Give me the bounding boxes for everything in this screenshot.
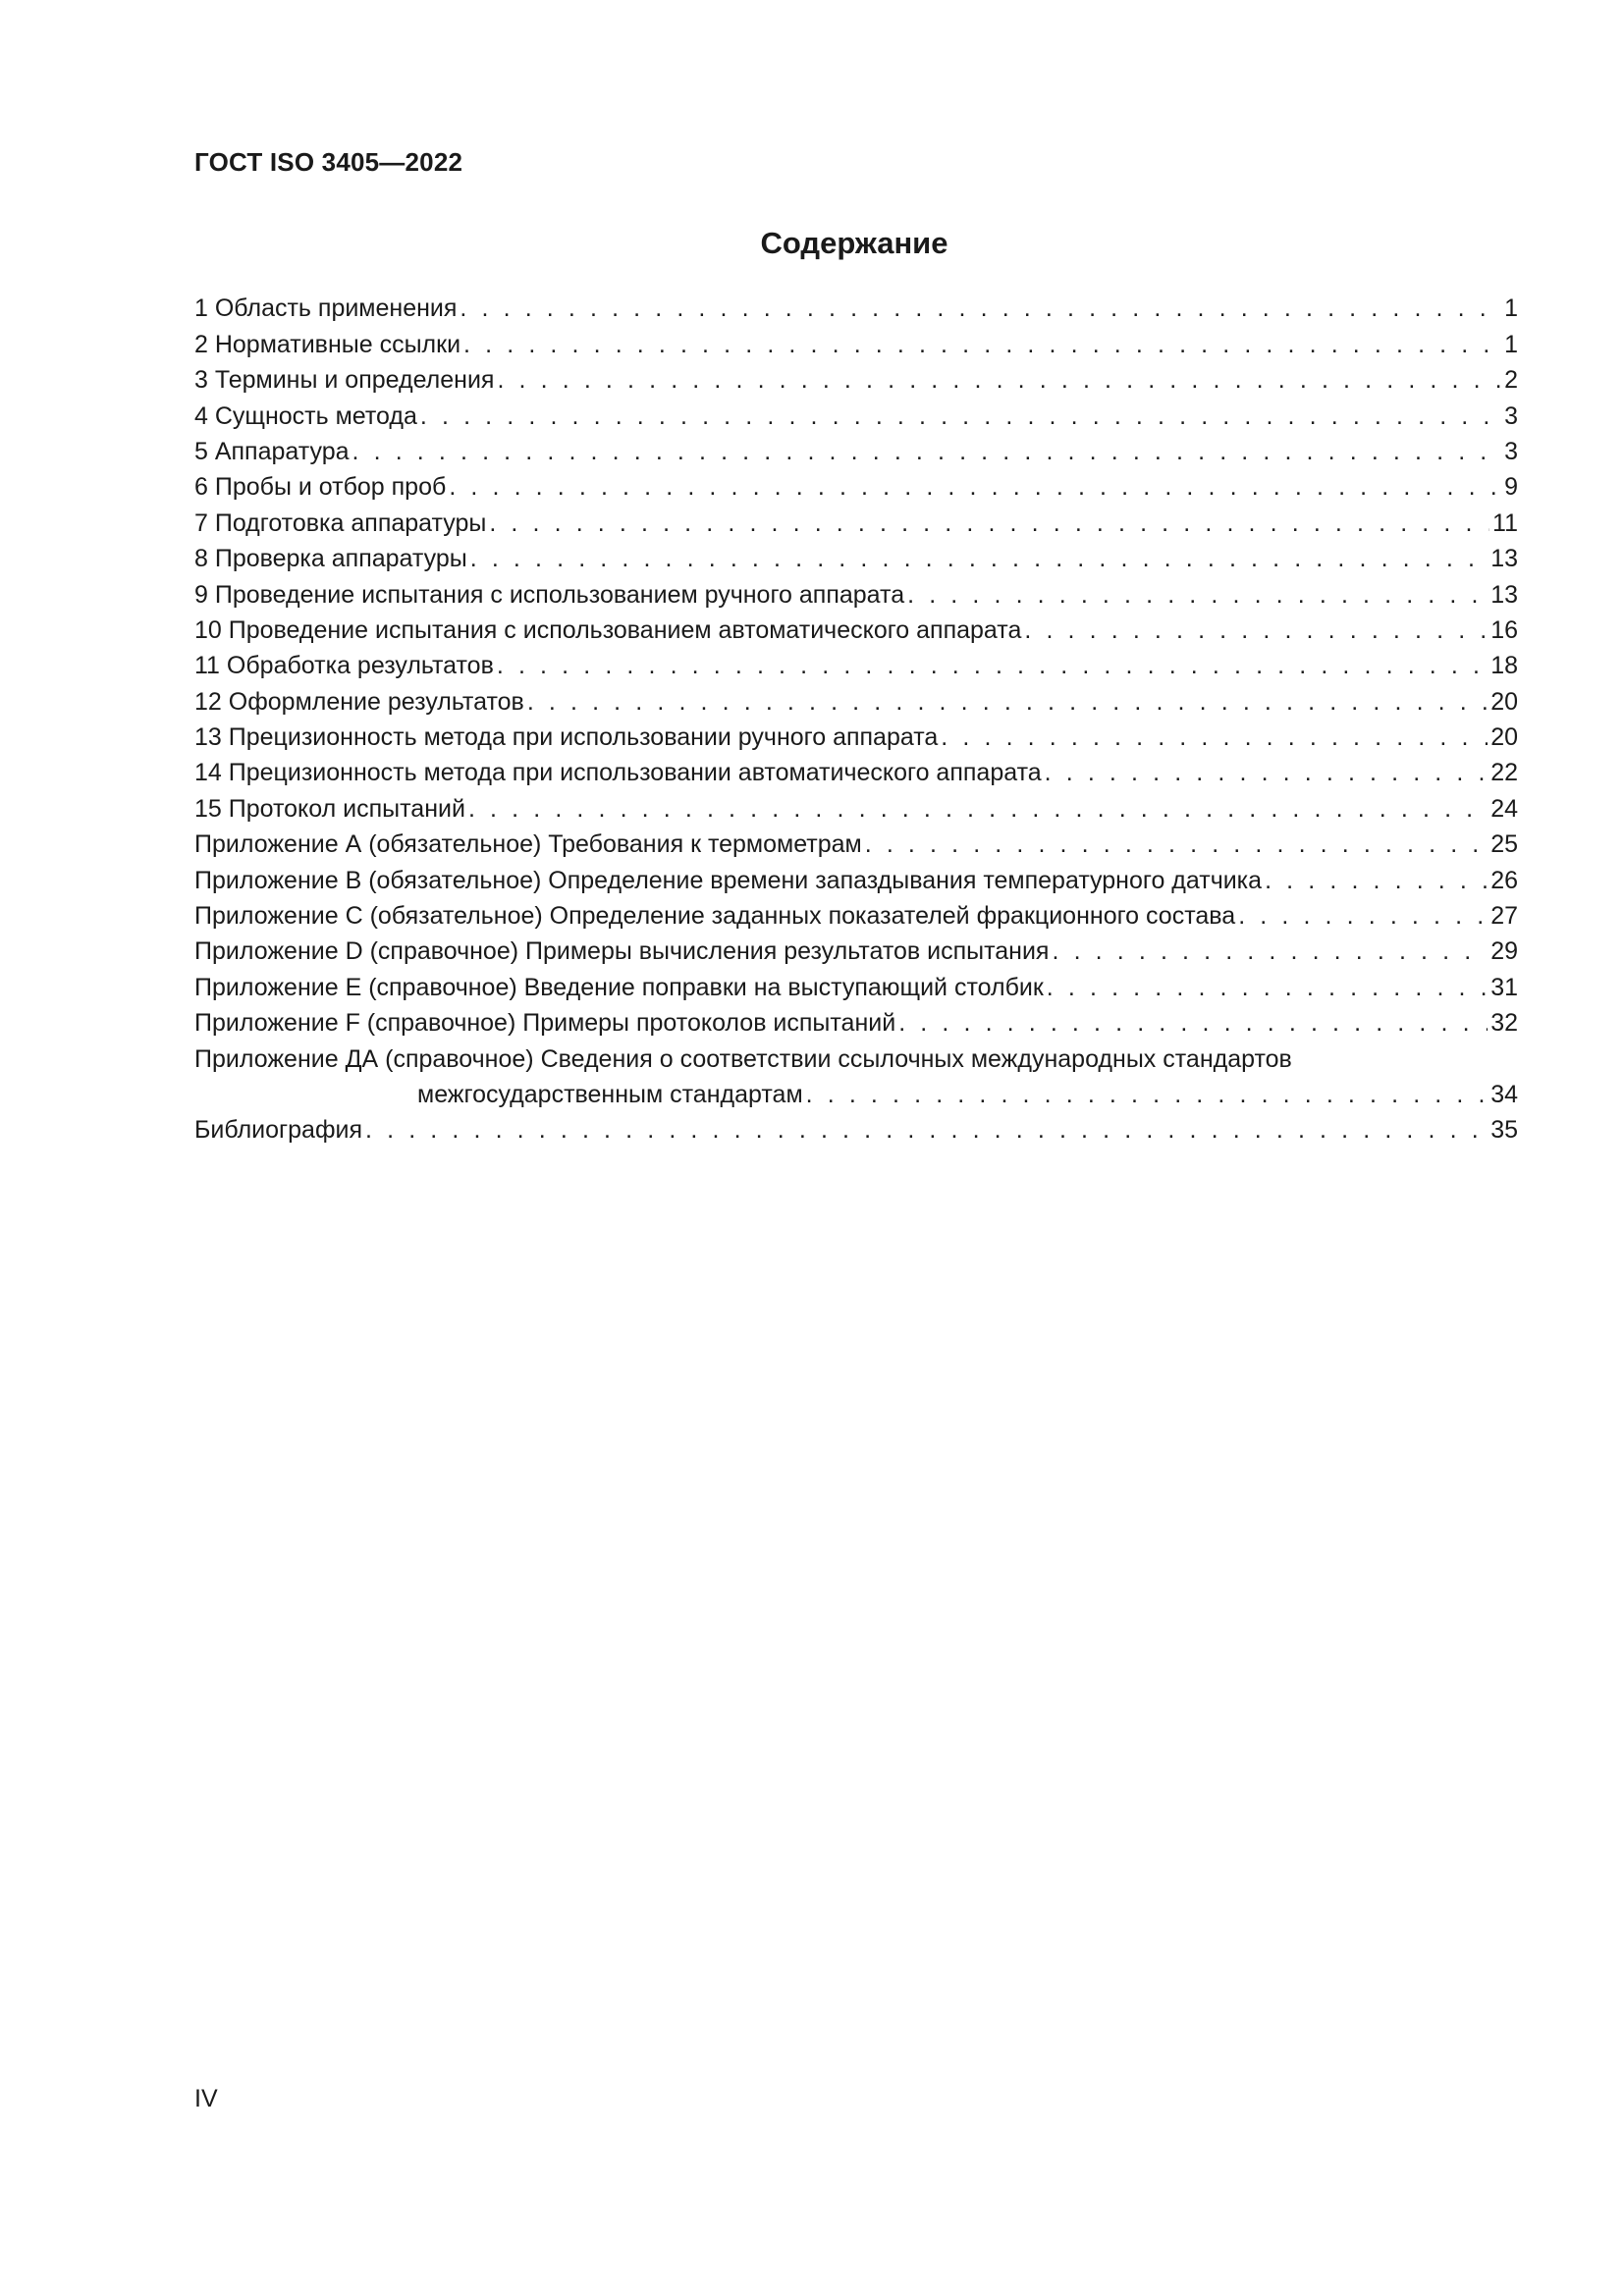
toc-entry — [194, 1112, 1518, 1148]
toc-entry-label: Библиография — [194, 1116, 363, 1145]
toc-dot-leader — [449, 469, 1501, 505]
toc-dot-leader — [907, 577, 1488, 613]
toc-entry — [194, 755, 1518, 790]
toc-dot-leader — [941, 720, 1488, 755]
toc-entry — [194, 326, 1518, 361]
toc-entry — [194, 1041, 1518, 1076]
toc-entry-label: 3 Термины и определения — [194, 366, 495, 395]
toc-entry-label: 8 Проверка аппаратуры — [194, 545, 467, 573]
toc-entry-label: Приложение С (обязательное) Определение заданных показателей фракционного состава — [194, 902, 1236, 931]
toc-entry-page: 27 — [1490, 902, 1518, 931]
toc-dot-leader — [1045, 755, 1489, 790]
toc-entry-label: Приложение D (справочное) Примеры вычисления результатов испытания — [194, 937, 1050, 966]
toc-entry-label: Приложение В (обязательное) Определение времени запаздывания температурного датчика — [194, 866, 1263, 894]
toc-entry-page: 2 — [1504, 366, 1518, 395]
toc-entry-label: Приложение Е (справочное) Введение поправки на выступающий столбик — [194, 973, 1044, 1001]
document-code: ГОСТ ISO 3405—2022 — [194, 147, 463, 177]
toc-entry-label: 5 Аппаратура — [194, 437, 350, 465]
toc-entry-page: 3 — [1504, 401, 1518, 430]
toc-dot-leader — [1047, 970, 1488, 1005]
toc-entry-label: 11 Обработка результатов — [194, 652, 494, 680]
toc-entry-page: 18 — [1490, 652, 1518, 680]
toc-title: Содержание — [760, 226, 948, 260]
toc-dot-leader — [898, 1005, 1488, 1041]
toc-dot-leader — [352, 434, 1502, 469]
toc-entry-label: 13 Прецизионность метода при использовании ручного аппарата — [194, 723, 939, 752]
toc-entry — [194, 790, 1518, 826]
toc-entry-page: 31 — [1490, 973, 1518, 1001]
toc-entry — [194, 613, 1518, 648]
toc-entry-page: 1 — [1504, 294, 1518, 323]
toc-entry-page: 26 — [1490, 866, 1518, 894]
toc-entry — [194, 720, 1518, 755]
toc-entry — [194, 898, 1518, 934]
toc-entry-page: 34 — [1490, 1080, 1518, 1108]
toc-entry-page: 20 — [1490, 723, 1518, 752]
toc-entry-page: 32 — [1490, 1009, 1518, 1038]
toc-entry — [194, 862, 1518, 897]
toc-entry-page: 9 — [1504, 473, 1518, 502]
toc-entry-label: Приложение F (справочное) Примеры протоколов испытаний — [194, 1009, 896, 1038]
toc-dot-leader — [463, 327, 1501, 362]
toc-entry-label: Приложение ДА (справочное) Сведения о соответствии ссылочных международных стандартов — [194, 1044, 1292, 1073]
toc-entry-label: 9 Проведение испытания с использованием ручного аппарата — [194, 580, 905, 609]
toc-entry-page: 11 — [1492, 508, 1518, 537]
toc-dot-leader — [420, 399, 1501, 434]
toc-dot-leader — [489, 506, 1489, 541]
toc-entry-page: 13 — [1490, 580, 1518, 609]
toc-entry-label: 7 Подготовка аппаратуры — [194, 508, 487, 537]
toc-dot-leader — [865, 827, 1488, 862]
toc-entry-label: 1 Область применения — [194, 294, 458, 323]
toc-entry-page: 1 — [1504, 330, 1518, 358]
toc-dot-leader — [365, 1112, 1488, 1148]
toc-entry-label: 4 Сущность метода — [194, 401, 417, 430]
toc-entry — [194, 505, 1518, 540]
toc-entry-page: 35 — [1490, 1116, 1518, 1145]
toc-entry — [194, 683, 1518, 719]
table-of-contents — [194, 291, 1518, 1148]
toc-entry-page: 24 — [1490, 794, 1518, 823]
page-number: IV — [194, 2085, 218, 2112]
toc-entry-page: 13 — [1490, 545, 1518, 573]
toc-entry — [194, 541, 1518, 576]
toc-dot-leader — [468, 791, 1488, 827]
toc-entry — [194, 291, 1518, 326]
toc-entry — [194, 398, 1518, 433]
toc-entry — [194, 969, 1518, 1004]
toc-entry-label: Приложение А (обязательное) Требования к термометрам — [194, 830, 862, 859]
toc-dot-leader — [497, 648, 1488, 683]
toc-entry-label: 6 Пробы и отбор проб — [194, 473, 447, 502]
toc-entry-page: 20 — [1490, 687, 1518, 716]
toc-entry — [194, 434, 1518, 469]
toc-dot-leader — [527, 684, 1488, 720]
toc-dot-leader — [1052, 934, 1488, 969]
toc-entry — [194, 362, 1518, 398]
toc-dot-leader — [1265, 863, 1488, 898]
toc-entry-label-continuation: межгосударственным стандартам — [417, 1080, 803, 1108]
toc-entry — [194, 827, 1518, 862]
toc-entry-label: 15 Протокол испытаний — [194, 794, 465, 823]
toc-entry-page: 16 — [1490, 615, 1518, 644]
toc-entry-page: 25 — [1490, 830, 1518, 859]
toc-entry-label: 2 Нормативные ссылки — [194, 330, 461, 358]
toc-entry — [194, 576, 1518, 612]
toc-entry-page: 22 — [1490, 759, 1518, 787]
toc-entry — [194, 1005, 1518, 1041]
toc-dot-leader — [497, 362, 1501, 398]
toc-dot-leader — [460, 291, 1501, 326]
toc-entry — [194, 934, 1518, 969]
toc-entry-label: 10 Проведение испытания с использованием автоматического аппарата — [194, 615, 1022, 644]
toc-dot-leader — [1024, 613, 1488, 648]
toc-entry-page: 29 — [1490, 937, 1518, 966]
toc-entry-label: 12 Оформление результатов — [194, 687, 524, 716]
toc-entry-label: 14 Прецизионность метода при использовании автоматического аппарата — [194, 759, 1042, 787]
toc-entry — [194, 469, 1518, 505]
toc-dot-leader — [470, 541, 1488, 576]
toc-entry-page: 3 — [1504, 437, 1518, 465]
toc-entry — [194, 648, 1518, 683]
toc-dot-leader — [806, 1077, 1489, 1112]
toc-entry-continuation — [194, 1077, 1518, 1112]
toc-dot-leader — [1238, 898, 1488, 934]
